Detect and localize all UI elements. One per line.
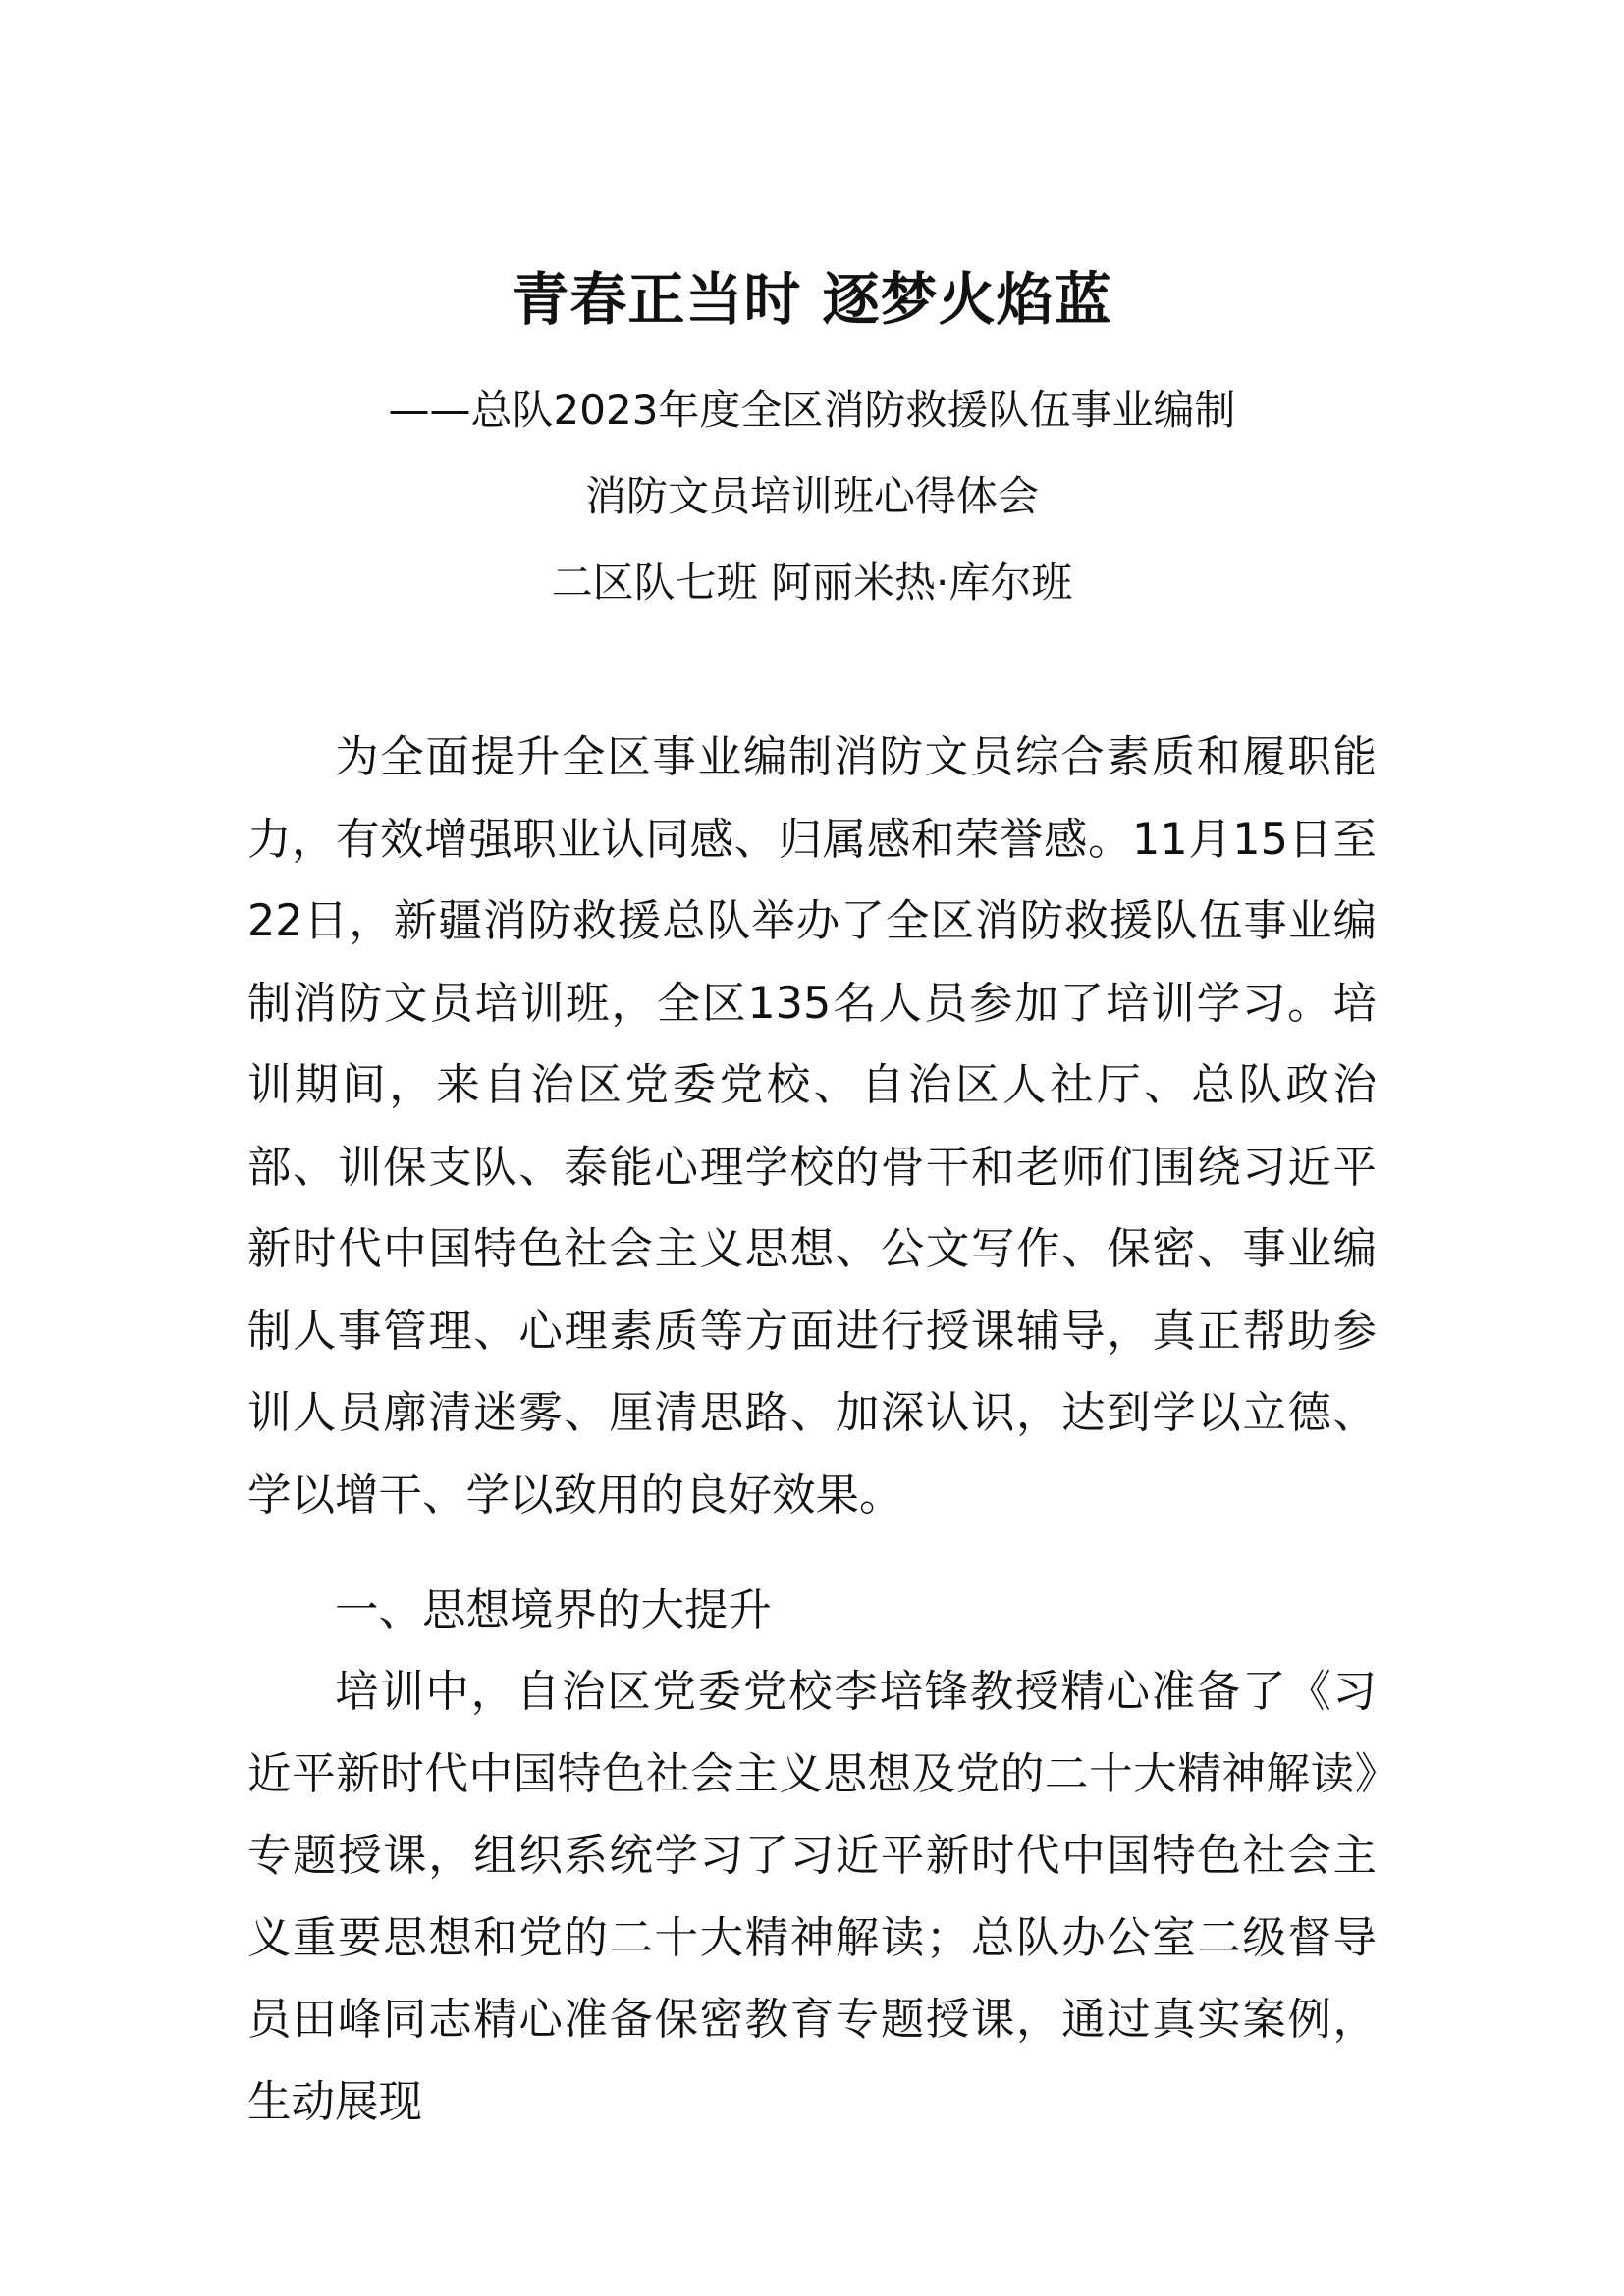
paragraph-section-1: 培训中，自治区党委党校李培锋教授精心准备了《习近平新时代中国特色社会主义思想及党的二十大精神解读》专题授课，组织系统学习了习近平新时代中国特色社会主义重要思想和党的二十大精神解读；总队办公室二级督导员田峰同志精心准备保密教育专题授课，通过真实案例，生动展现 xyxy=(247,1667,1377,2127)
article-subtitle-line1: ——总队2023年度全区消防救援队伍事业编制 xyxy=(388,386,1236,434)
article-title: 青春正当时 逐梦火焰蓝 xyxy=(512,266,1112,333)
article-author: 二区队七班 阿丽米热·库尔班 xyxy=(551,559,1073,607)
paragraph-intro: 为全面提升全区事业编制消防文员综合素质和履职能力，有效增强职业认同感、归属感和荣誉感。11月15日至22日，新疆消防救援总队举办了全区消防救援队伍事业编制消防文员培训班，全区135名人员参加了培训学习。培训期间，来自治区党委党校、自治区人社厅、总队政治部、训保支队、泰能心理学校的骨干和老师们围绕习近平新时代中国特色社会主义思想、公文写作、保密、事业编制人事管理、心理素质等方面进行授课辅导，真正帮助参训人员廓清迷雾、厘清思路、加深认识，达到学以立德、学以增干、学以致用的良好效果。 xyxy=(247,732,1377,1521)
section-heading-1: 一、思想境界的大提升 xyxy=(335,1585,773,1635)
article-subtitle-line2: 消防文员培训班心得体会 xyxy=(584,472,1039,520)
